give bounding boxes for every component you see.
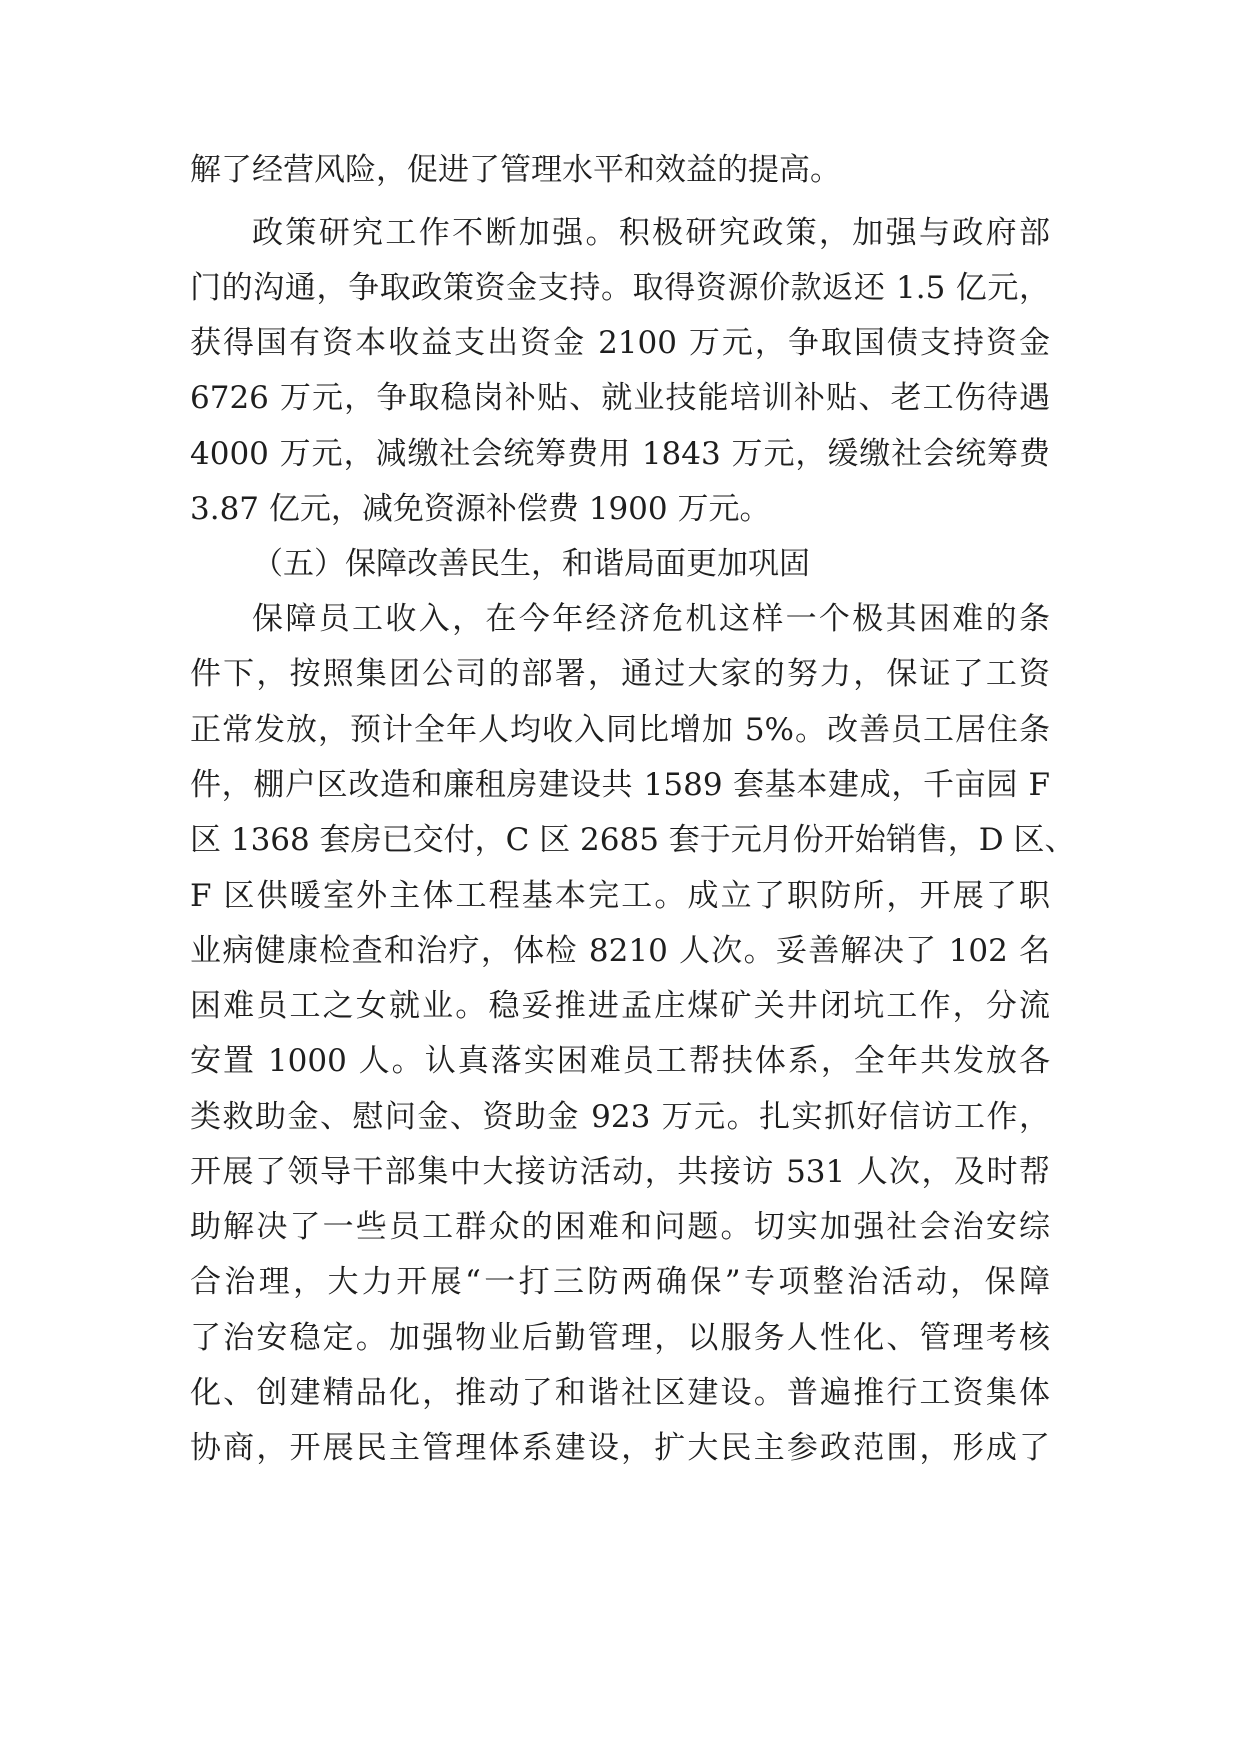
- paragraph-line: 开展了领导干部集中大接访活动，共接访 531 人次，及时帮: [190, 1154, 1050, 1190]
- paragraph-line: 获得国有资本收益支出资金 2100 万元，争取国债支持资金: [190, 325, 1050, 361]
- paragraph-line: 助解决了一些员工群众的困难和问题。切实加强社会治安综: [190, 1209, 1050, 1245]
- paragraph-line: 困难员工之女就业。稳妥推进孟庄煤矿关井闭坑工作，分流: [190, 988, 1050, 1024]
- paragraph-line: 解了经营风险，促进了管理水平和效益的提高。: [190, 152, 841, 188]
- section-heading: （五）保障改善民生，和谐局面更加巩固: [252, 546, 810, 582]
- paragraph-line: 保障员工收入，在今年经济危机这样一个极其困难的条: [252, 601, 1050, 637]
- paragraph-line: 合治理，大力开展“一打三防两确保”专项整治活动，保障: [190, 1264, 1050, 1300]
- paragraph-line: 正常发放，预计全年人均收入同比增加 5%。改善员工居住条: [190, 712, 1050, 748]
- paragraph-line: 门的沟通，争取政策资金支持。取得资源价款返还 1.5 亿元，: [190, 270, 1050, 306]
- paragraph-line: 化、创建精品化，推动了和谐社区建设。普遍推行工资集体: [190, 1375, 1050, 1411]
- paragraph-line: 件下，按照集团公司的部署，通过大家的努力，保证了工资: [190, 656, 1050, 692]
- paragraph-line: 类救助金、慰问金、资助金 923 万元。扎实抓好信访工作，: [190, 1099, 1050, 1135]
- paragraph-line: 件，棚户区改造和廉租房建设共 1589 套基本建成，千亩园 F: [190, 767, 1050, 803]
- paragraph-line: 区 1368 套房已交付，C 区 2685 套于元月份开始销售，D 区、: [190, 822, 1076, 858]
- paragraph-line: 政策研究工作不断加强。积极研究政策，加强与政府部: [252, 215, 1050, 251]
- paragraph-line: 6726 万元，争取稳岗补贴、就业技能培训补贴、老工伤待遇: [190, 380, 1050, 416]
- paragraph-line: F 区供暖室外主体工程基本完工。成立了职防所，开展了职: [190, 878, 1050, 914]
- paragraph-line: 业病健康检查和治疗，体检 8210 人次。妥善解决了 102 名: [190, 933, 1050, 969]
- paragraph-line: 了治安稳定。加强物业后勤管理，以服务人性化、管理考核: [190, 1320, 1050, 1356]
- paragraph-line: 3.87 亿元，减免资源补偿费 1900 万元。: [190, 491, 771, 527]
- paragraph-line: 安置 1000 人。认真落实困难员工帮扶体系，全年共发放各: [190, 1043, 1050, 1079]
- paragraph-line: 4000 万元，减缴社会统筹费用 1843 万元，缓缴社会统筹费: [190, 436, 1050, 472]
- paragraph-line: 协商，开展民主管理体系建设，扩大民主参政范围，形成了: [190, 1430, 1050, 1466]
